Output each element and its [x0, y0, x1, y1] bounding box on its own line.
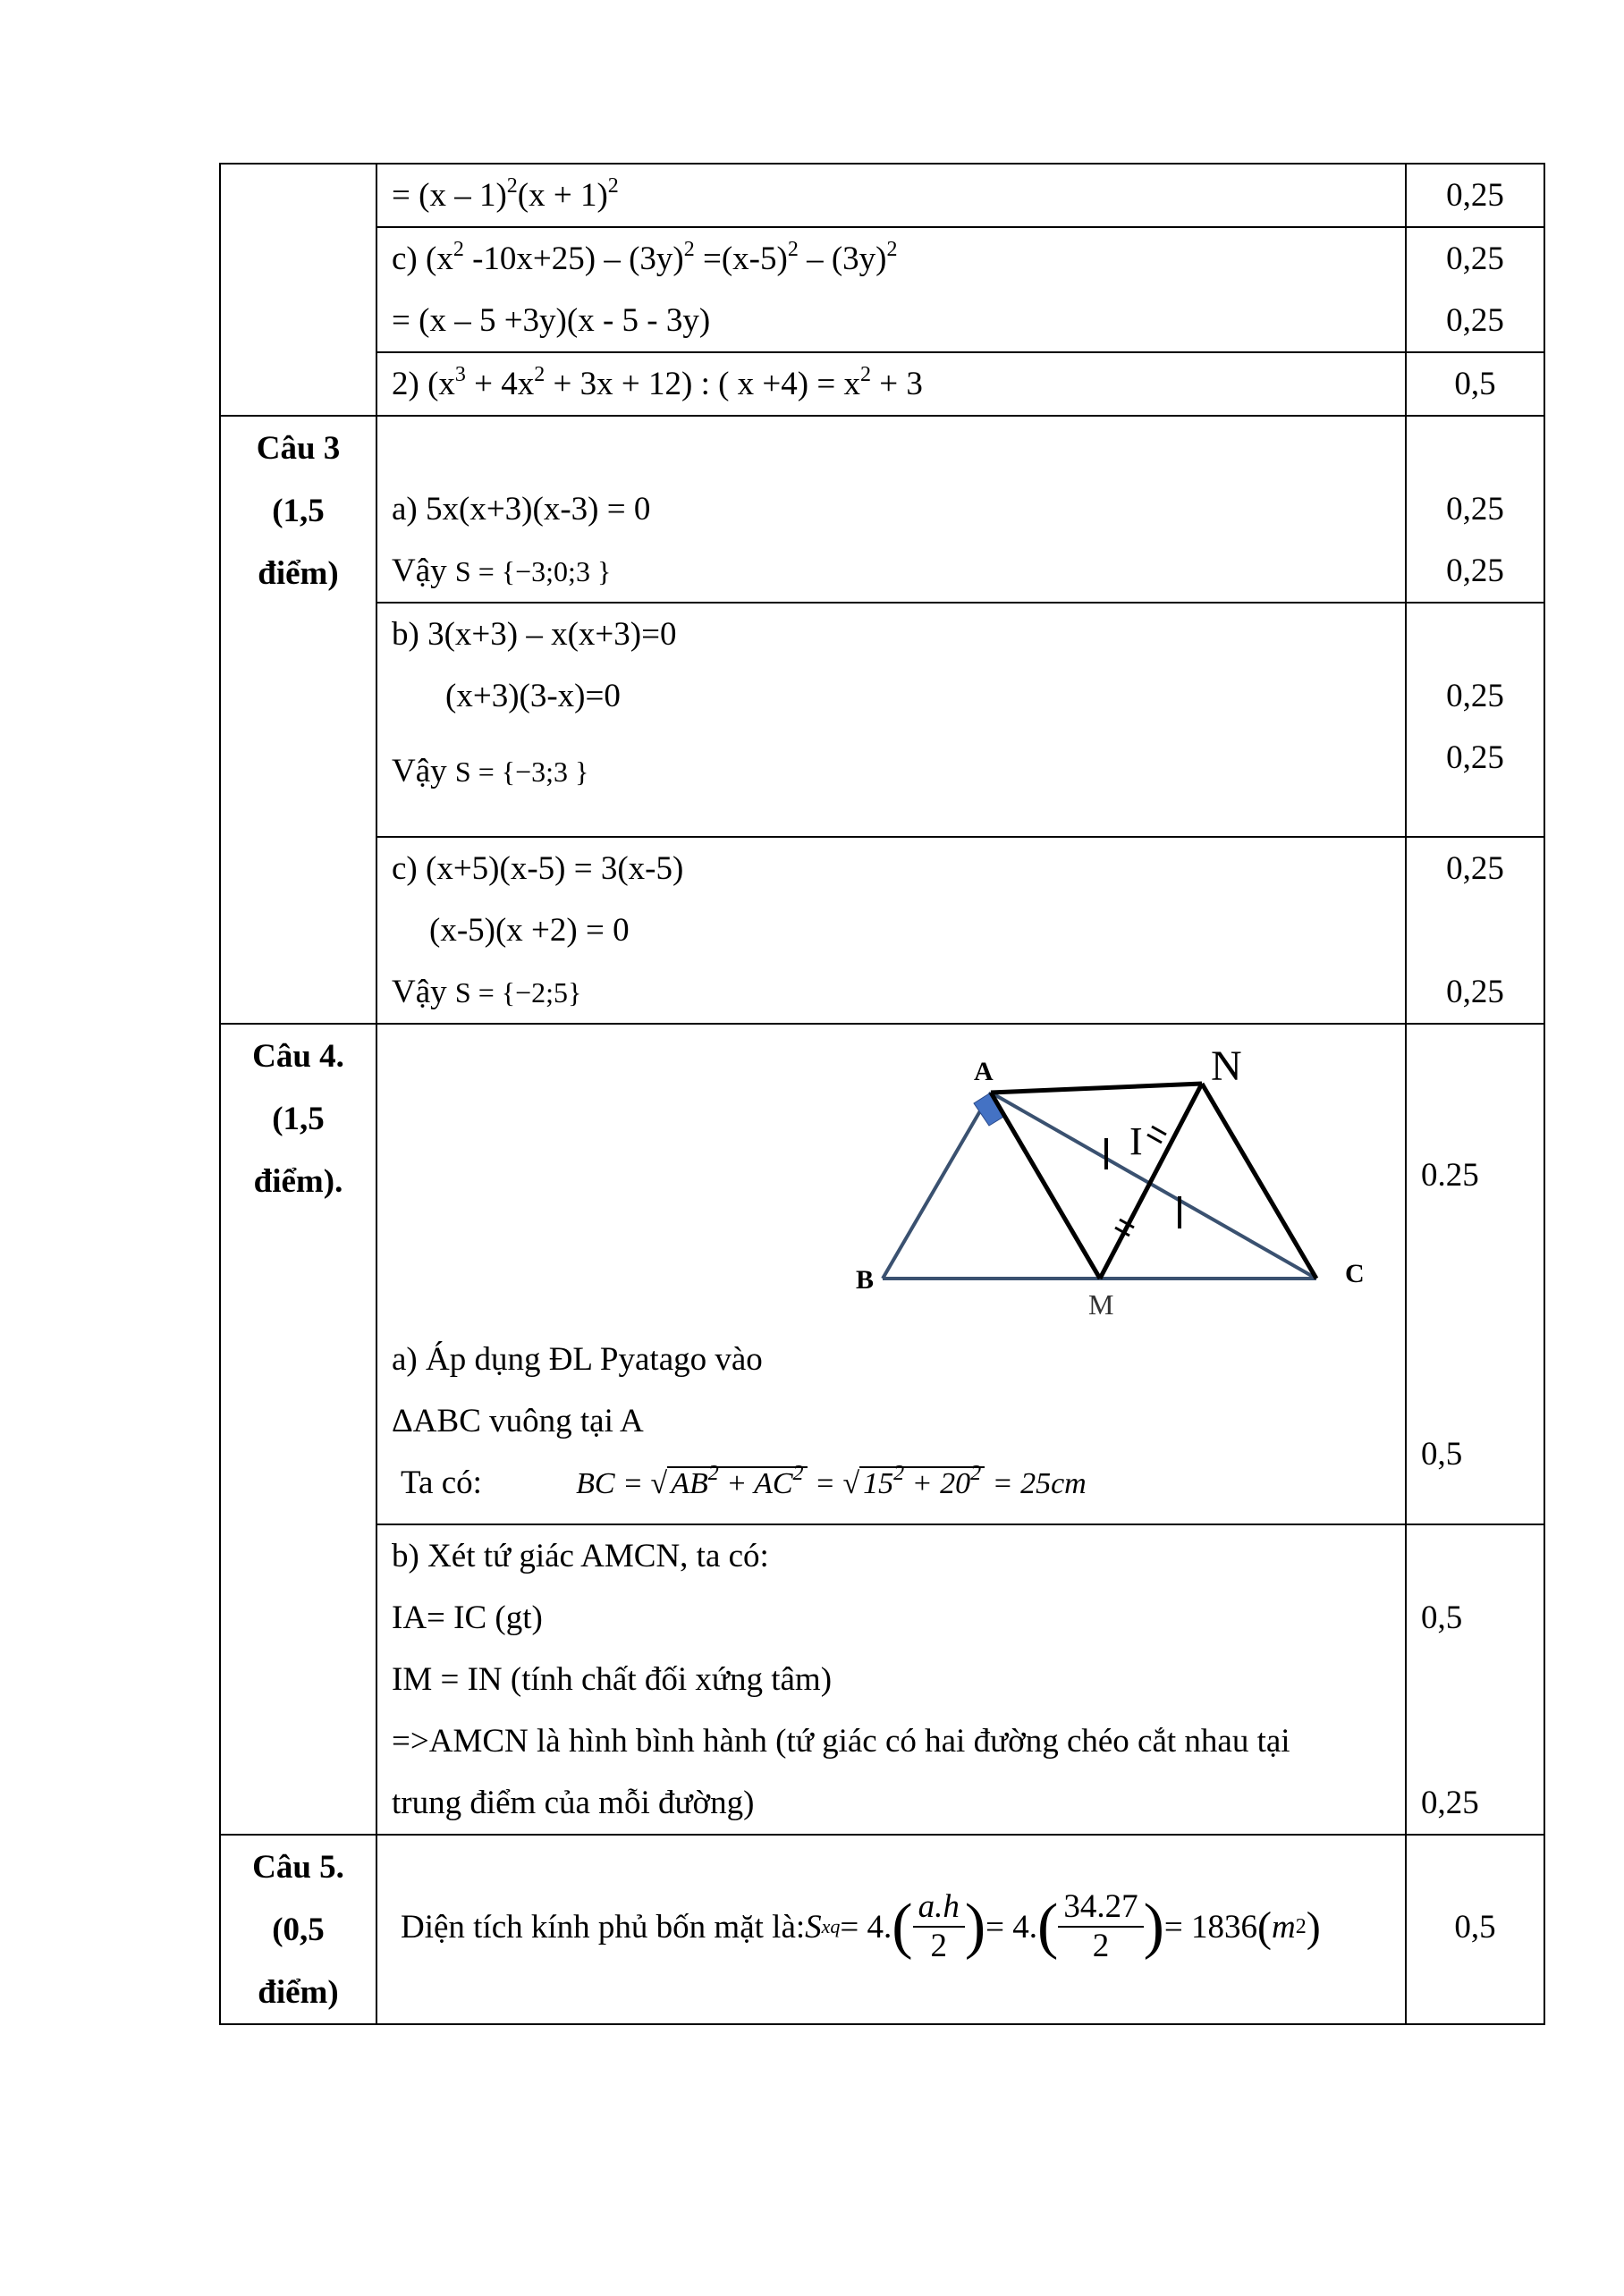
question-label-cell — [220, 1835, 376, 2024]
score-value: 0,25 — [1446, 241, 1504, 277]
score-value: 0,25 — [1421, 1785, 1479, 1821]
question-label-cell — [220, 1024, 376, 1835]
question-label: Câu 5. — [252, 1849, 344, 1886]
question-points: (1,5 — [272, 1101, 325, 1137]
table-row — [220, 1024, 1544, 1524]
score-value: 0,25 — [1446, 177, 1504, 214]
score-value: 0,5 — [1421, 1600, 1463, 1636]
answer-line: Vậy S = {−3;3 } — [392, 753, 589, 789]
answer-line: b) 3(x+3) – x(x+3)=0 — [392, 616, 677, 653]
answer-cell — [376, 416, 1406, 603]
point-label-i: I — [1129, 1119, 1143, 1163]
solution-set: S = {−2;5} — [454, 976, 582, 1009]
spacer — [1407, 604, 1544, 665]
table-row — [220, 227, 1544, 352]
answer-line: IM = IN (tính chất đối xứng tâm) — [392, 1661, 833, 1698]
point-label-m: M — [1088, 1288, 1114, 1321]
answer-line: (x-5)(x +2) = 0 — [429, 912, 630, 949]
question-label-cell — [220, 164, 376, 416]
question-label-cell — [220, 416, 376, 1024]
segment-mn — [1100, 1084, 1202, 1279]
score-value: 0.25 — [1421, 1157, 1479, 1194]
score-value: 0,25 — [1446, 678, 1504, 714]
score-value: 0,25 — [1446, 302, 1504, 339]
table-row — [220, 1835, 1544, 2024]
score-value: 0,25 — [1446, 850, 1504, 887]
score-cell — [1406, 837, 1544, 1024]
answer-line: Vậy S = {−2;5} — [392, 974, 582, 1010]
geometry-figure-wrap — [377, 1025, 1405, 1329]
score-value: 0,25 — [1446, 974, 1504, 1010]
point-label-b: B — [856, 1265, 875, 1295]
score-cell — [1406, 227, 1544, 352]
spacer — [1407, 1525, 1544, 1587]
score-cell — [1406, 603, 1544, 837]
point-label-n: N — [1211, 1042, 1242, 1090]
answer-line: a) Áp dụng ĐL Pyatago vào — [392, 1341, 763, 1378]
tick-in-2 — [1147, 1135, 1162, 1143]
answer-cell — [376, 1524, 1406, 1835]
question-points-unit: điểm) — [258, 1974, 339, 2011]
table-row — [220, 837, 1544, 1024]
score-value: 0,25 — [1446, 553, 1504, 589]
answer-table — [219, 163, 1545, 2025]
triangle-figure — [377, 1025, 1407, 1329]
answer-cell — [376, 227, 1406, 352]
answer-line: = (x – 5 +3y)(x - 5 - 3y) — [392, 302, 711, 339]
spacer — [1407, 417, 1544, 478]
table-row — [220, 1524, 1544, 1835]
score-cell — [1406, 1024, 1544, 1524]
score-value: 0,5 — [1421, 1436, 1463, 1473]
answer-cell — [376, 1024, 1406, 1524]
answer-line: c) ($x^2$ $-10x+25) - (3y)^2 =(x-5)^2 - (3y)^2$ — [392, 238, 898, 277]
question-points-unit: điểm) — [258, 555, 339, 592]
answer-line — [377, 1452, 1405, 1524]
area-formula-line: Diện tích kính phủ bốn mặt là: S xq = 4. ( $\frac{a.h}{2}$ ) = 4. ( $\frac{34.27}{2}$ ) = 1836 ( m 2 ) — [401, 1888, 1321, 1964]
answer-cell — [376, 164, 1406, 227]
answer-line: =>AMCN là hình bình hành (tứ giác có hai đường chéo cắt nhau tại — [392, 1723, 1290, 1760]
ta-co-label: Ta có: — [401, 1465, 482, 1501]
spacer — [1407, 899, 1544, 961]
question-points: (1,5 — [272, 493, 325, 529]
answer-line: a) 5x(x+3)(x-3) = 0 — [392, 491, 651, 528]
answer-line: IA= IC (gt) — [392, 1600, 543, 1636]
table-row — [220, 164, 1544, 227]
score-cell — [1406, 352, 1544, 416]
point-label-a: A — [974, 1057, 994, 1086]
score-value: 0,5 — [1454, 1909, 1496, 1946]
solution-set: S = {−3;0;3 } — [454, 555, 612, 587]
answer-cell — [376, 603, 1406, 837]
segment-ac — [991, 1093, 1316, 1279]
score-cell — [1406, 164, 1544, 227]
score-cell — [1406, 416, 1544, 603]
point-label-c: C — [1345, 1259, 1365, 1288]
answer-cell — [376, 837, 1406, 1024]
answer-cell — [376, 352, 1406, 416]
table-row — [220, 416, 1544, 603]
table-row — [220, 603, 1544, 837]
answer-cell — [376, 1835, 1406, 2024]
question-points: (0,5 — [272, 1912, 325, 1948]
segment-nc — [1202, 1084, 1316, 1279]
area-symbol: S — [805, 1908, 822, 1946]
score-cell — [1406, 1524, 1544, 1835]
question-label: Câu 3 — [256, 430, 341, 467]
score-cell — [1406, 1835, 1544, 2024]
segment-ab — [883, 1093, 991, 1279]
answer-line: = $(x - 1)^2(x + 1)^2$ — [392, 174, 619, 214]
question-label: Câu 4. — [252, 1038, 344, 1075]
answer-line: c) (x+5)(x-5) = 3(x-5) — [392, 850, 684, 887]
fraction: $\frac{34.27}{2}$ — [1058, 1888, 1143, 1965]
pythagoras-formula: BC = √ $AB^2 + AC^2$ = √ $15^2 + 20^2 = 25cm$ — [576, 1462, 1087, 1500]
score-value: 0,5 — [1454, 366, 1496, 402]
solution-set: S = {−3;3 } — [454, 755, 589, 788]
segment-am — [991, 1093, 1100, 1279]
question-points-unit: điểm). — [253, 1163, 343, 1200]
score-value: 0,25 — [1446, 491, 1504, 528]
tick-in-1 — [1152, 1127, 1166, 1135]
table-row — [220, 352, 1544, 416]
answer-line: Vậy S = {−3;0;3 } — [392, 553, 612, 589]
segment-an — [991, 1084, 1202, 1093]
answer-line: b) Xét tứ giác AMCN, ta có: — [392, 1538, 769, 1574]
answer-line: trung điểm của mỗi đường) — [392, 1785, 755, 1821]
fraction: $\frac{a.h}{2}$ — [913, 1888, 965, 1965]
answer-line: 2) $(x^3 + 4x^2 + 3x + 12)$ : ( $x +4) = x^2 + 3$ — [392, 363, 923, 402]
answer-line: ΔABC vuông tại A — [392, 1403, 644, 1439]
answer-line: (x+3)(3-x)=0 — [445, 678, 621, 714]
score-value: 0,25 — [1446, 739, 1504, 776]
spacer — [377, 417, 1405, 478]
